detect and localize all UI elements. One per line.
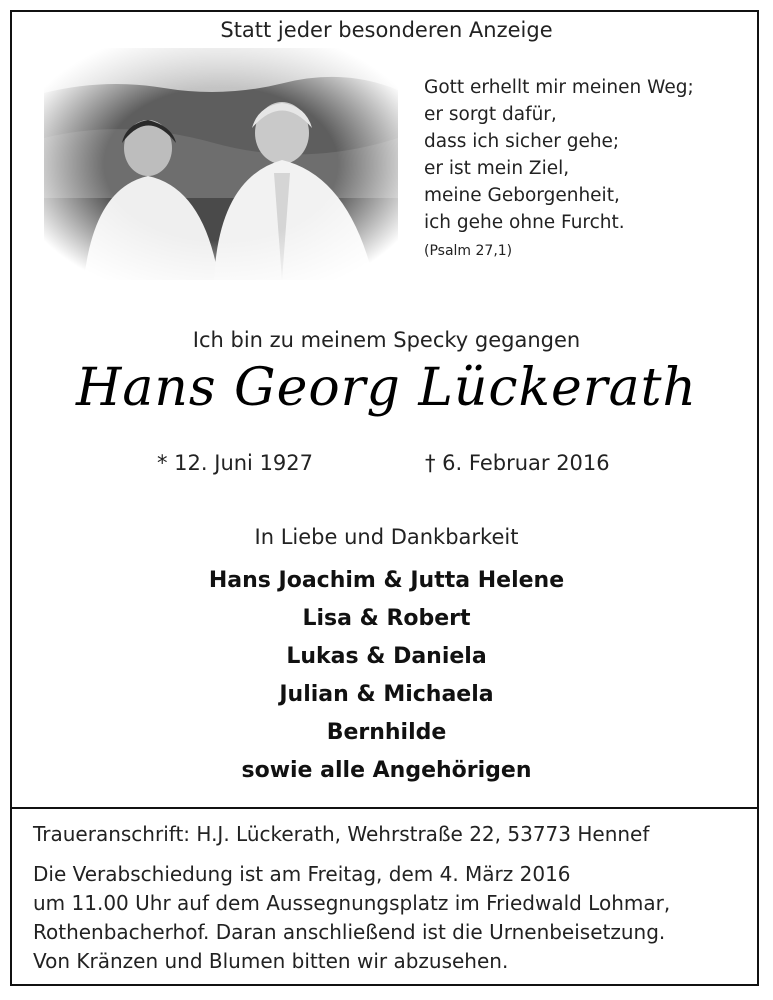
verse-line: er ist mein Ziel, [424, 158, 570, 179]
mourner-entry: Lukas & Daniela [286, 644, 487, 669]
mourner-entry: Julian & Michaela [279, 682, 494, 707]
farewell-line: Von Kränzen und Blumen bitten wir abzusehen. [33, 949, 509, 973]
verse-reference: (Psalm 27,1) [424, 243, 513, 259]
mourner-entry: Bernhilde [326, 720, 447, 745]
death-date: † 6. Februar 2016 [425, 451, 610, 475]
mourner-entry: Hans Joachim & Jutta Helene [208, 568, 565, 593]
farewell-line: Rothenbacherhof. Daran anschließend ist die Urnenbeisetzung. [33, 920, 666, 944]
verse-line: Gott erhellt mir meinen Weg; [424, 77, 694, 98]
farewell-line: Die Verabschiedung ist am Freitag, dem 4. März 2016 [33, 862, 571, 886]
verse-line: meine Geborgenheit, [424, 185, 620, 206]
verse-line: dass ich sicher gehe; [424, 131, 620, 152]
bible-verse [424, 74, 694, 236]
notice-header: Statt jeder besonderen Anzeige [220, 18, 553, 42]
couple-photo [44, 48, 398, 280]
section-divider [12, 807, 757, 809]
mourner-entry: sowie alle Angehörigen [241, 758, 532, 783]
verse-line: ich gehe ohne Furcht. [424, 212, 625, 233]
deceased-name: Hans Georg Lückerath [75, 358, 698, 418]
birth-date: * 12. Juni 1927 [157, 451, 314, 475]
mourner-entry: Lisa & Robert [302, 606, 471, 631]
mourning-address: Traueranschrift: H.J. Lückerath, Wehrstraße 22, 53773 Hennef [33, 822, 650, 846]
intro-line: Ich bin zu meinem Specky gegangen [192, 328, 581, 352]
farewell-line: um 11.00 Uhr auf dem Aussegnungsplatz im Friedwald Lohmar, [33, 891, 671, 915]
thanks-line: In Liebe und Dankbarkeit [254, 525, 519, 549]
farewell-info [33, 860, 670, 976]
mourners-list [0, 562, 773, 790]
verse-line: er sorgt dafür, [424, 104, 557, 125]
